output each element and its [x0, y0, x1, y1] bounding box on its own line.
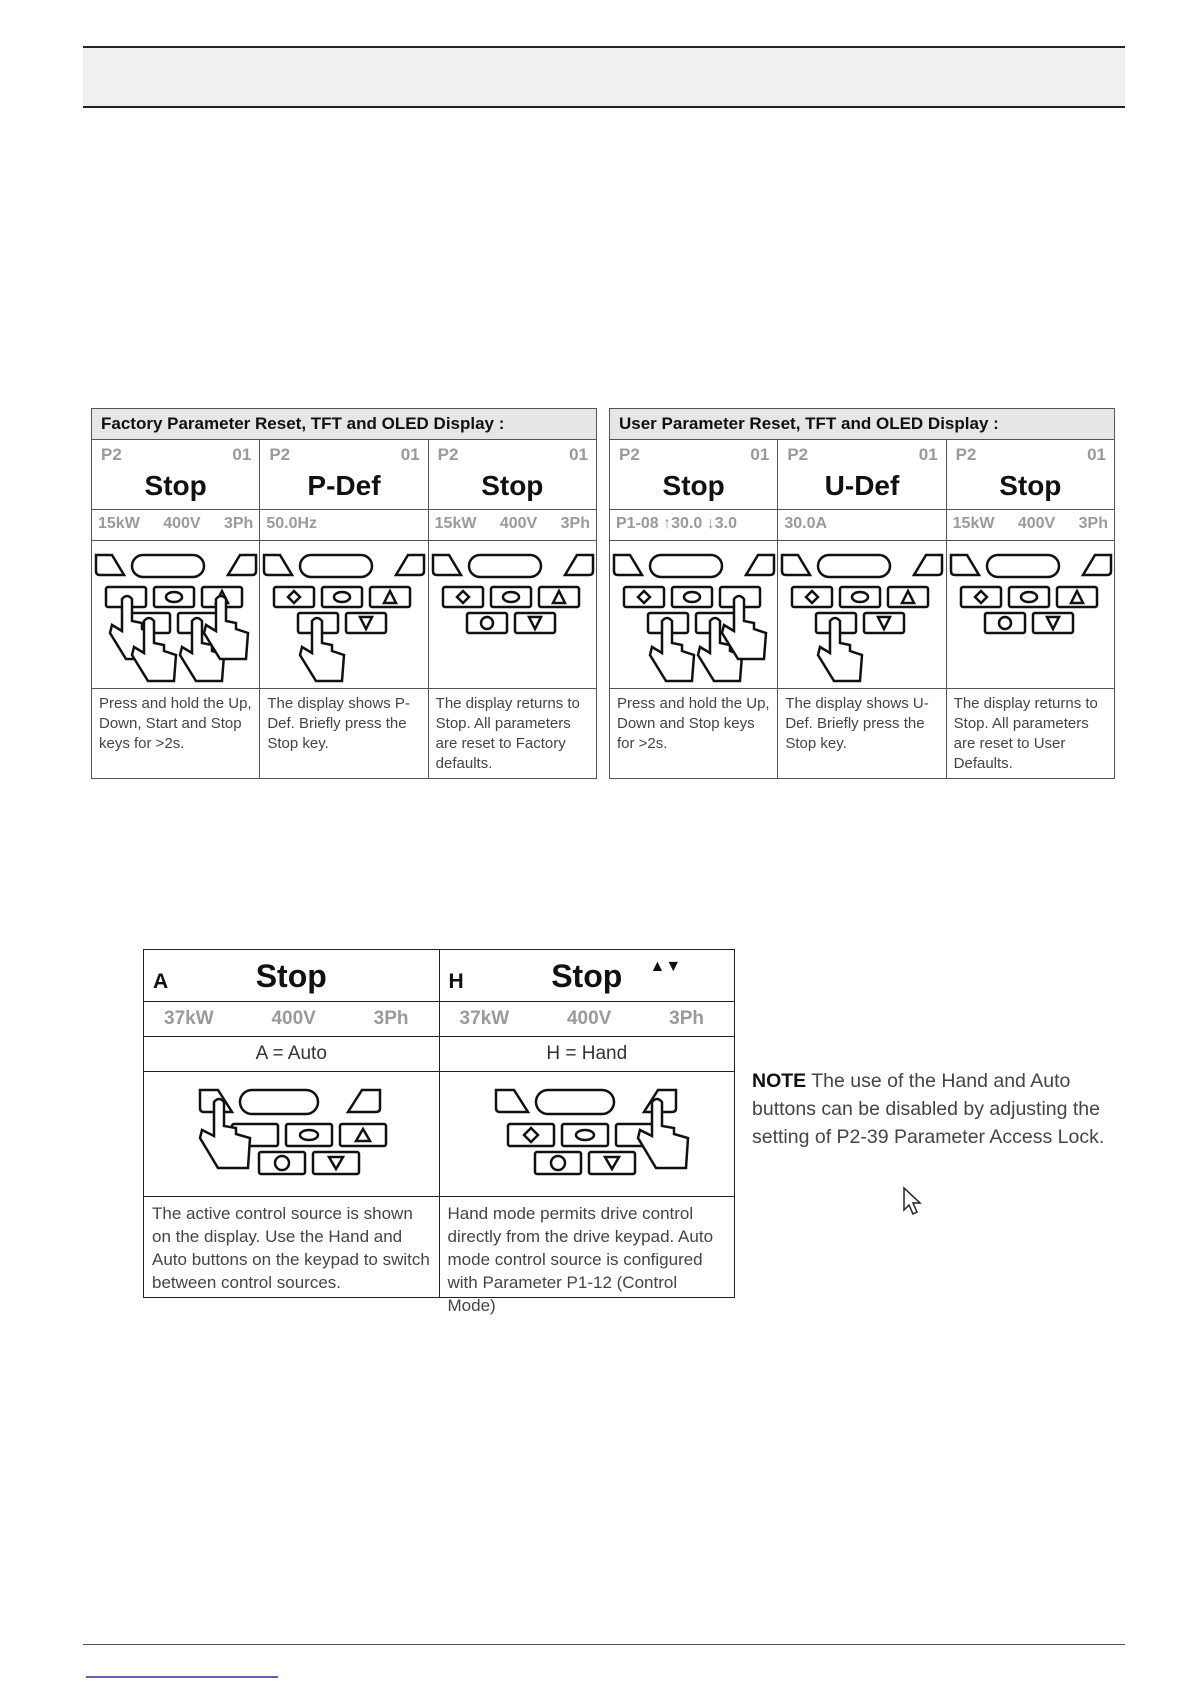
- user-reset-title: User Parameter Reset, TFT and OLED Display :: [610, 409, 1114, 440]
- user-step-3: [947, 440, 1114, 778]
- hand-auto-table: [143, 949, 735, 1315]
- page-header-bar: [83, 46, 1125, 108]
- keypad-illustration-press-auto: [144, 1072, 439, 1197]
- mouse-pointer-icon: [902, 1186, 924, 1216]
- mode-legend: H = Hand: [440, 1037, 735, 1072]
- keypad-illustration: [947, 541, 1114, 689]
- mode-indicator: A: [153, 970, 169, 993]
- keypad-illustration-press-up-down-stop: [610, 541, 777, 689]
- user-reset-panel: [609, 408, 1115, 779]
- keypad-illustration-press-stop: [778, 541, 945, 689]
- display-status-row: 50.0Hz: [260, 510, 427, 541]
- factory-step-2: [260, 440, 428, 778]
- factory-step-1: [92, 440, 260, 778]
- factory-step-3: [429, 440, 596, 778]
- up-down-arrows-icon: ▲▼: [649, 958, 682, 975]
- display-status-row: 37kW 400V 3Ph: [144, 1002, 439, 1037]
- keypad-display: P2 01 Stop: [429, 440, 596, 510]
- mode-indicator: H: [448, 970, 464, 993]
- mode-description: The active control source is shown on the display. Use the Hand and Auto buttons on the keypad to switch between control sources.: [152, 1204, 430, 1292]
- auto-mode-column: [144, 950, 440, 1297]
- step-description: The display returns to Stop. All parameters are reset to Factory defaults.: [435, 695, 580, 772]
- keypad-display: [440, 950, 735, 1002]
- keypad-display: [144, 950, 439, 1002]
- factory-reset-title: Factory Parameter Reset, TFT and OLED Display :: [92, 409, 596, 440]
- user-step-2: [778, 440, 946, 778]
- display-state: Stop: [481, 470, 544, 501]
- display-status-row: P1-08 ↑30.0 ↓3.0: [610, 510, 777, 541]
- display-status-row: 30.0A: [778, 510, 945, 541]
- keypad-illustration: [429, 541, 596, 689]
- note-block: [752, 1067, 1122, 1151]
- display-state: Stop: [255, 958, 327, 994]
- step-description: Press and hold the Up, Down, Start and Stop keys for >2s.: [99, 695, 252, 752]
- display-state: Stop: [551, 958, 623, 994]
- mode-description: Hand mode permits drive control directly from the drive keypad. Auto mode control source is configured with Parameter P1-12 (Control Mode): [447, 1204, 714, 1315]
- mode-legend: A = Auto: [144, 1037, 439, 1072]
- keypad-display: P2 01 U-Def: [778, 440, 945, 510]
- display-status-row: 15kW 400V 3Ph: [429, 510, 596, 541]
- display-status-row: 15kW 400V 3Ph: [92, 510, 259, 541]
- keypad-illustration-press-hand: [440, 1072, 735, 1197]
- keypad-illustration-press-stop: [260, 541, 427, 689]
- note-text: The use of the Hand and Auto buttons can be disabled by adjusting the setting of P2-39 Parameter Access Lock.: [752, 1070, 1105, 1148]
- note-label: NOTE: [752, 1070, 807, 1092]
- factory-reset-panel: [91, 408, 597, 779]
- step-description: The display shows P-Def. Briefly press the Stop key.: [267, 695, 410, 752]
- footer-rule: [83, 1644, 1125, 1645]
- display-state: Stop: [999, 470, 1062, 501]
- display-state: P-Def: [307, 470, 381, 501]
- keypad-display: P2 01 Stop: [610, 440, 777, 510]
- display-status-row: 15kW 400V 3Ph: [947, 510, 1114, 541]
- display-state: Stop: [662, 470, 725, 501]
- keypad-illustration-press-up-down-start-stop: [92, 541, 259, 689]
- step-description: The display returns to Stop. All parameters are reset to User Defaults.: [953, 695, 1098, 772]
- display-state: U-Def: [824, 470, 900, 501]
- user-step-1: [610, 440, 778, 778]
- display-status-row: 37kW 400V 3Ph: [440, 1002, 735, 1037]
- hand-mode-column: [440, 950, 735, 1315]
- step-description: The display shows U-Def. Briefly press the Stop key.: [785, 695, 929, 752]
- keypad-display: P2 01 Stop: [947, 440, 1114, 510]
- step-description: Press and hold the Up, Down and Stop keys for >2s.: [617, 695, 770, 752]
- keypad-display: P2 01 P-Def: [260, 440, 427, 510]
- keypad-display: P2 01 Stop: [92, 440, 259, 510]
- display-state: Stop: [144, 470, 207, 501]
- footer-link-underline[interactable]: [86, 1676, 278, 1678]
